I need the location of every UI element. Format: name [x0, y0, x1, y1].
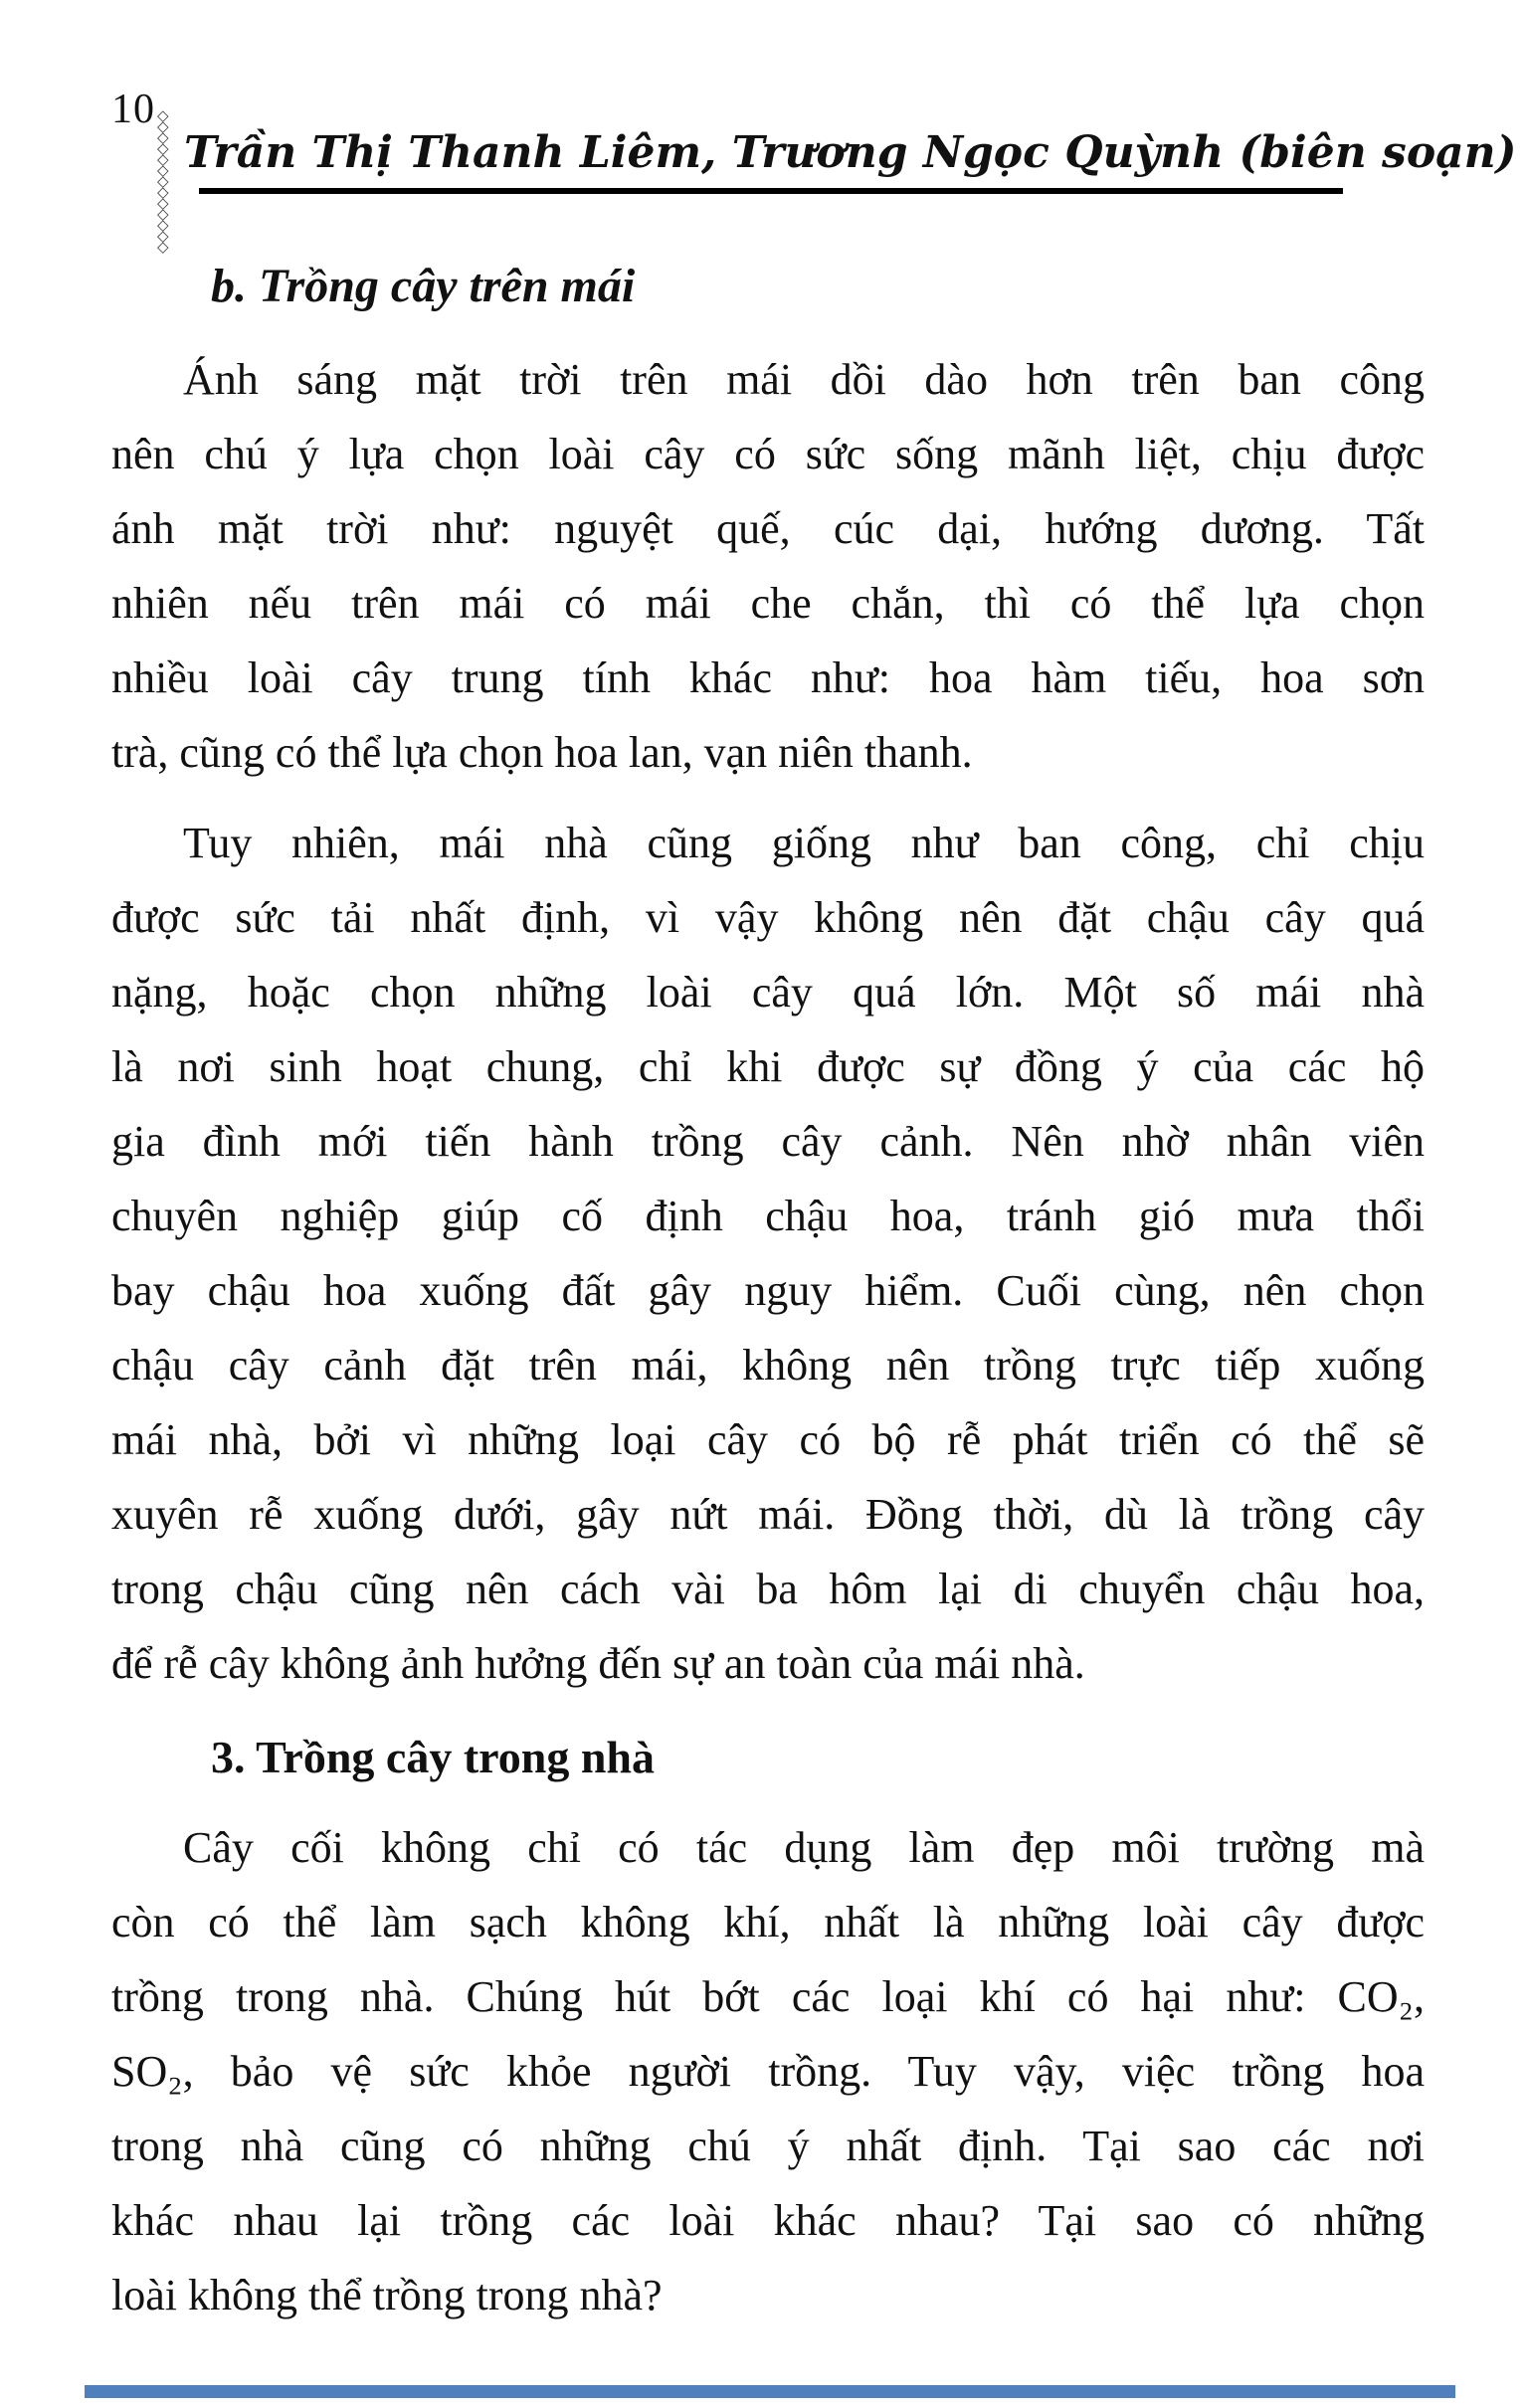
text-line: nặng, hoặc chọn những loài cây quá lớn. Một số mái nhà	[111, 968, 1425, 1017]
text-line: SO₂, bảo vệ sức khỏe người trồng. Tuy vậy, việc trồng hoa	[111, 2047, 1425, 2096]
paragraph	[111, 342, 1425, 790]
ornament-chain-icon: ◇◇◇◇◇◇◇◇◇◇◇◇◇	[157, 108, 169, 256]
paragraph	[111, 1810, 1425, 2332]
text-line: chậu cây cảnh đặt trên mái, không nên trồng trực tiếp xuống	[111, 1341, 1425, 1389]
header-rule	[199, 188, 1343, 194]
text-line: Ánh sáng mặt trời trên mái dồi dào hơn trên ban công	[183, 355, 1425, 404]
text-line: xuyên rễ xuống dưới, gây nứt mái. Đồng thời, dù là trồng cây	[111, 1490, 1425, 1539]
bottom-accent-bar	[85, 2385, 1455, 2398]
text-line: loài không thể trồng trong nhà?	[111, 2271, 663, 2319]
text-line: mái nhà, bởi vì những loại cây có bộ rễ phát triển có thể sẽ	[111, 1415, 1425, 1464]
text-line: bay chậu hoa xuống đất gây nguy hiểm. Cuối cùng, nên chọn	[111, 1266, 1425, 1315]
text-line: ánh mặt trời như: nguyệt quế, cúc dại, hướng dương. Tất	[111, 504, 1425, 553]
text-line: là nơi sinh hoạt chung, chỉ khi được sự đồng ý của các hộ	[111, 1042, 1425, 1091]
text-line: nên chú ý lựa chọn loài cây có sức sống mãnh liệt, chịu được	[111, 430, 1425, 478]
text-line: để rễ cây không ảnh hưởng đến sự an toàn của mái nhà.	[111, 1639, 1085, 1688]
text-line: nhiên nếu trên mái có mái che chắn, thì có thể lựa chọn	[111, 579, 1425, 628]
text-line: khác nhau lại trồng các loài khác nhau? Tại sao có những	[111, 2196, 1425, 2245]
text-line: nhiều loài cây trung tính khác như: hoa hàm tiếu, hoa sơn	[111, 653, 1425, 702]
page-number: 10	[111, 87, 155, 132]
text-line: gia đình mới tiến hành trồng cây cảnh. Nên nhờ nhân viên	[111, 1117, 1425, 1166]
paragraph	[111, 806, 1425, 1701]
text-line: Cây cối không chỉ có tác dụng làm đẹp môi trường mà	[183, 1823, 1425, 1872]
header-author-line: Trần Thị Thanh Liêm, Trương Ngọc Quỳnh (biên soạn)	[184, 127, 1517, 178]
section-heading: b. Trồng cây trên mái	[211, 260, 636, 312]
text-line: chuyên nghiệp giúp cố định chậu hoa, tránh gió mưa thổi	[111, 1192, 1425, 1240]
text-line: trồng trong nhà. Chúng hút bớt các loại khí có hại như: CO₂,	[111, 1972, 1425, 2021]
text-line: trong nhà cũng có những chú ý nhất định. Tại sao các nơi	[111, 2122, 1425, 2170]
text-line: Tuy nhiên, mái nhà cũng giống như ban công, chỉ chịu	[183, 819, 1425, 867]
text-line: còn có thể làm sạch không khí, nhất là những loài cây được	[111, 1898, 1425, 1946]
text-line: trong chậu cũng nên cách vài ba hôm lại di chuyển chậu hoa,	[111, 1565, 1425, 1613]
text-line: được sức tải nhất định, vì vậy không nên đặt chậu cây quá	[111, 893, 1425, 942]
section-heading: 3. Trồng cây trong nhà	[211, 1732, 656, 1782]
text-line: trà, cũng có thể lựa chọn hoa lan, vạn niên thanh.	[111, 728, 973, 777]
body-text	[111, 257, 1425, 2348]
